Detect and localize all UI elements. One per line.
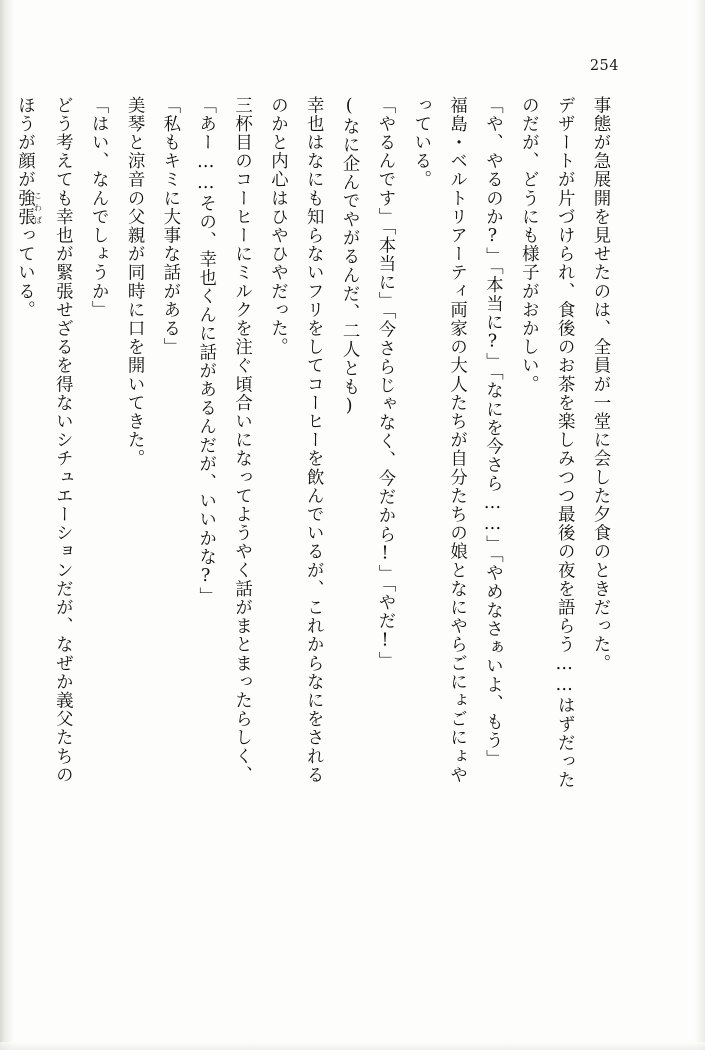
scan-edge-bottom — [0, 1042, 705, 1050]
paragraph: 福島・ベルトリアーティ両家の大人たちが自分たちの娘となにやらごにょごにょや — [446, 96, 467, 785]
paragraph-text: どう考えても幸也が緊張せざるを得ないシチュエーションだが、なぜか義父たちの — [52, 96, 73, 785]
paragraph: 「あー……その、幸也くんに話があるんだが、いいかな?」 — [195, 96, 216, 606]
paragraph: 三杯目のコーヒーにミルクを注ぐ頃合いになってようやく話がまとまったらしく、 — [231, 96, 252, 785]
paragraph: 「私もキミに大事な話がある」 — [159, 96, 180, 357]
paragraph: のだが、どうにも様子がおかしい。 — [518, 96, 539, 394]
paragraph-text-after: っている。 — [14, 226, 35, 320]
paragraph-text-before: ほうが顔が — [14, 96, 35, 189]
paragraph: 事態が急展開を見せたのは、全員が一堂に会した夕食のときだった。 — [590, 96, 610, 673]
scan-edge-right — [695, 0, 705, 1050]
paragraph: (なに企んでやがるんだ、二人とも) — [339, 96, 360, 418]
ruby-base: 強張 — [14, 189, 35, 227]
paragraph: デザートが片づけられ、食後のお茶を楽しみつつ最後の夜を語らう……はずだった — [554, 96, 575, 790]
ruby-annotation — [14, 189, 44, 227]
ruby-text: こわば — [33, 189, 44, 227]
paragraph: のかと内心はひやひやだった。 — [267, 96, 288, 357]
paragraph: 「はい、なんでしょうか」 — [88, 96, 109, 320]
page-number: 254 — [589, 58, 619, 74]
paragraph-with-ruby — [6, 96, 44, 956]
paragraph: 「や、やるのか?」「本当に?」「なにを今さら……」「やめなさぁいよ、もう」 — [482, 96, 503, 769]
paragraph: 美琴と涼音の父親が同時に口を開いてきた。 — [124, 96, 145, 468]
paragraph: 「やるんです」「本当に」「今さらじゃなく、今だから!」「やだ!」 — [374, 96, 395, 671]
paragraph — [44, 96, 80, 956]
paragraph: 幸也はなにも知らないフリをしてコーヒーを飲んでいるが、これからなにをされる — [303, 96, 324, 785]
body-text — [14, 96, 617, 956]
paragraph: っている。 — [410, 96, 431, 189]
